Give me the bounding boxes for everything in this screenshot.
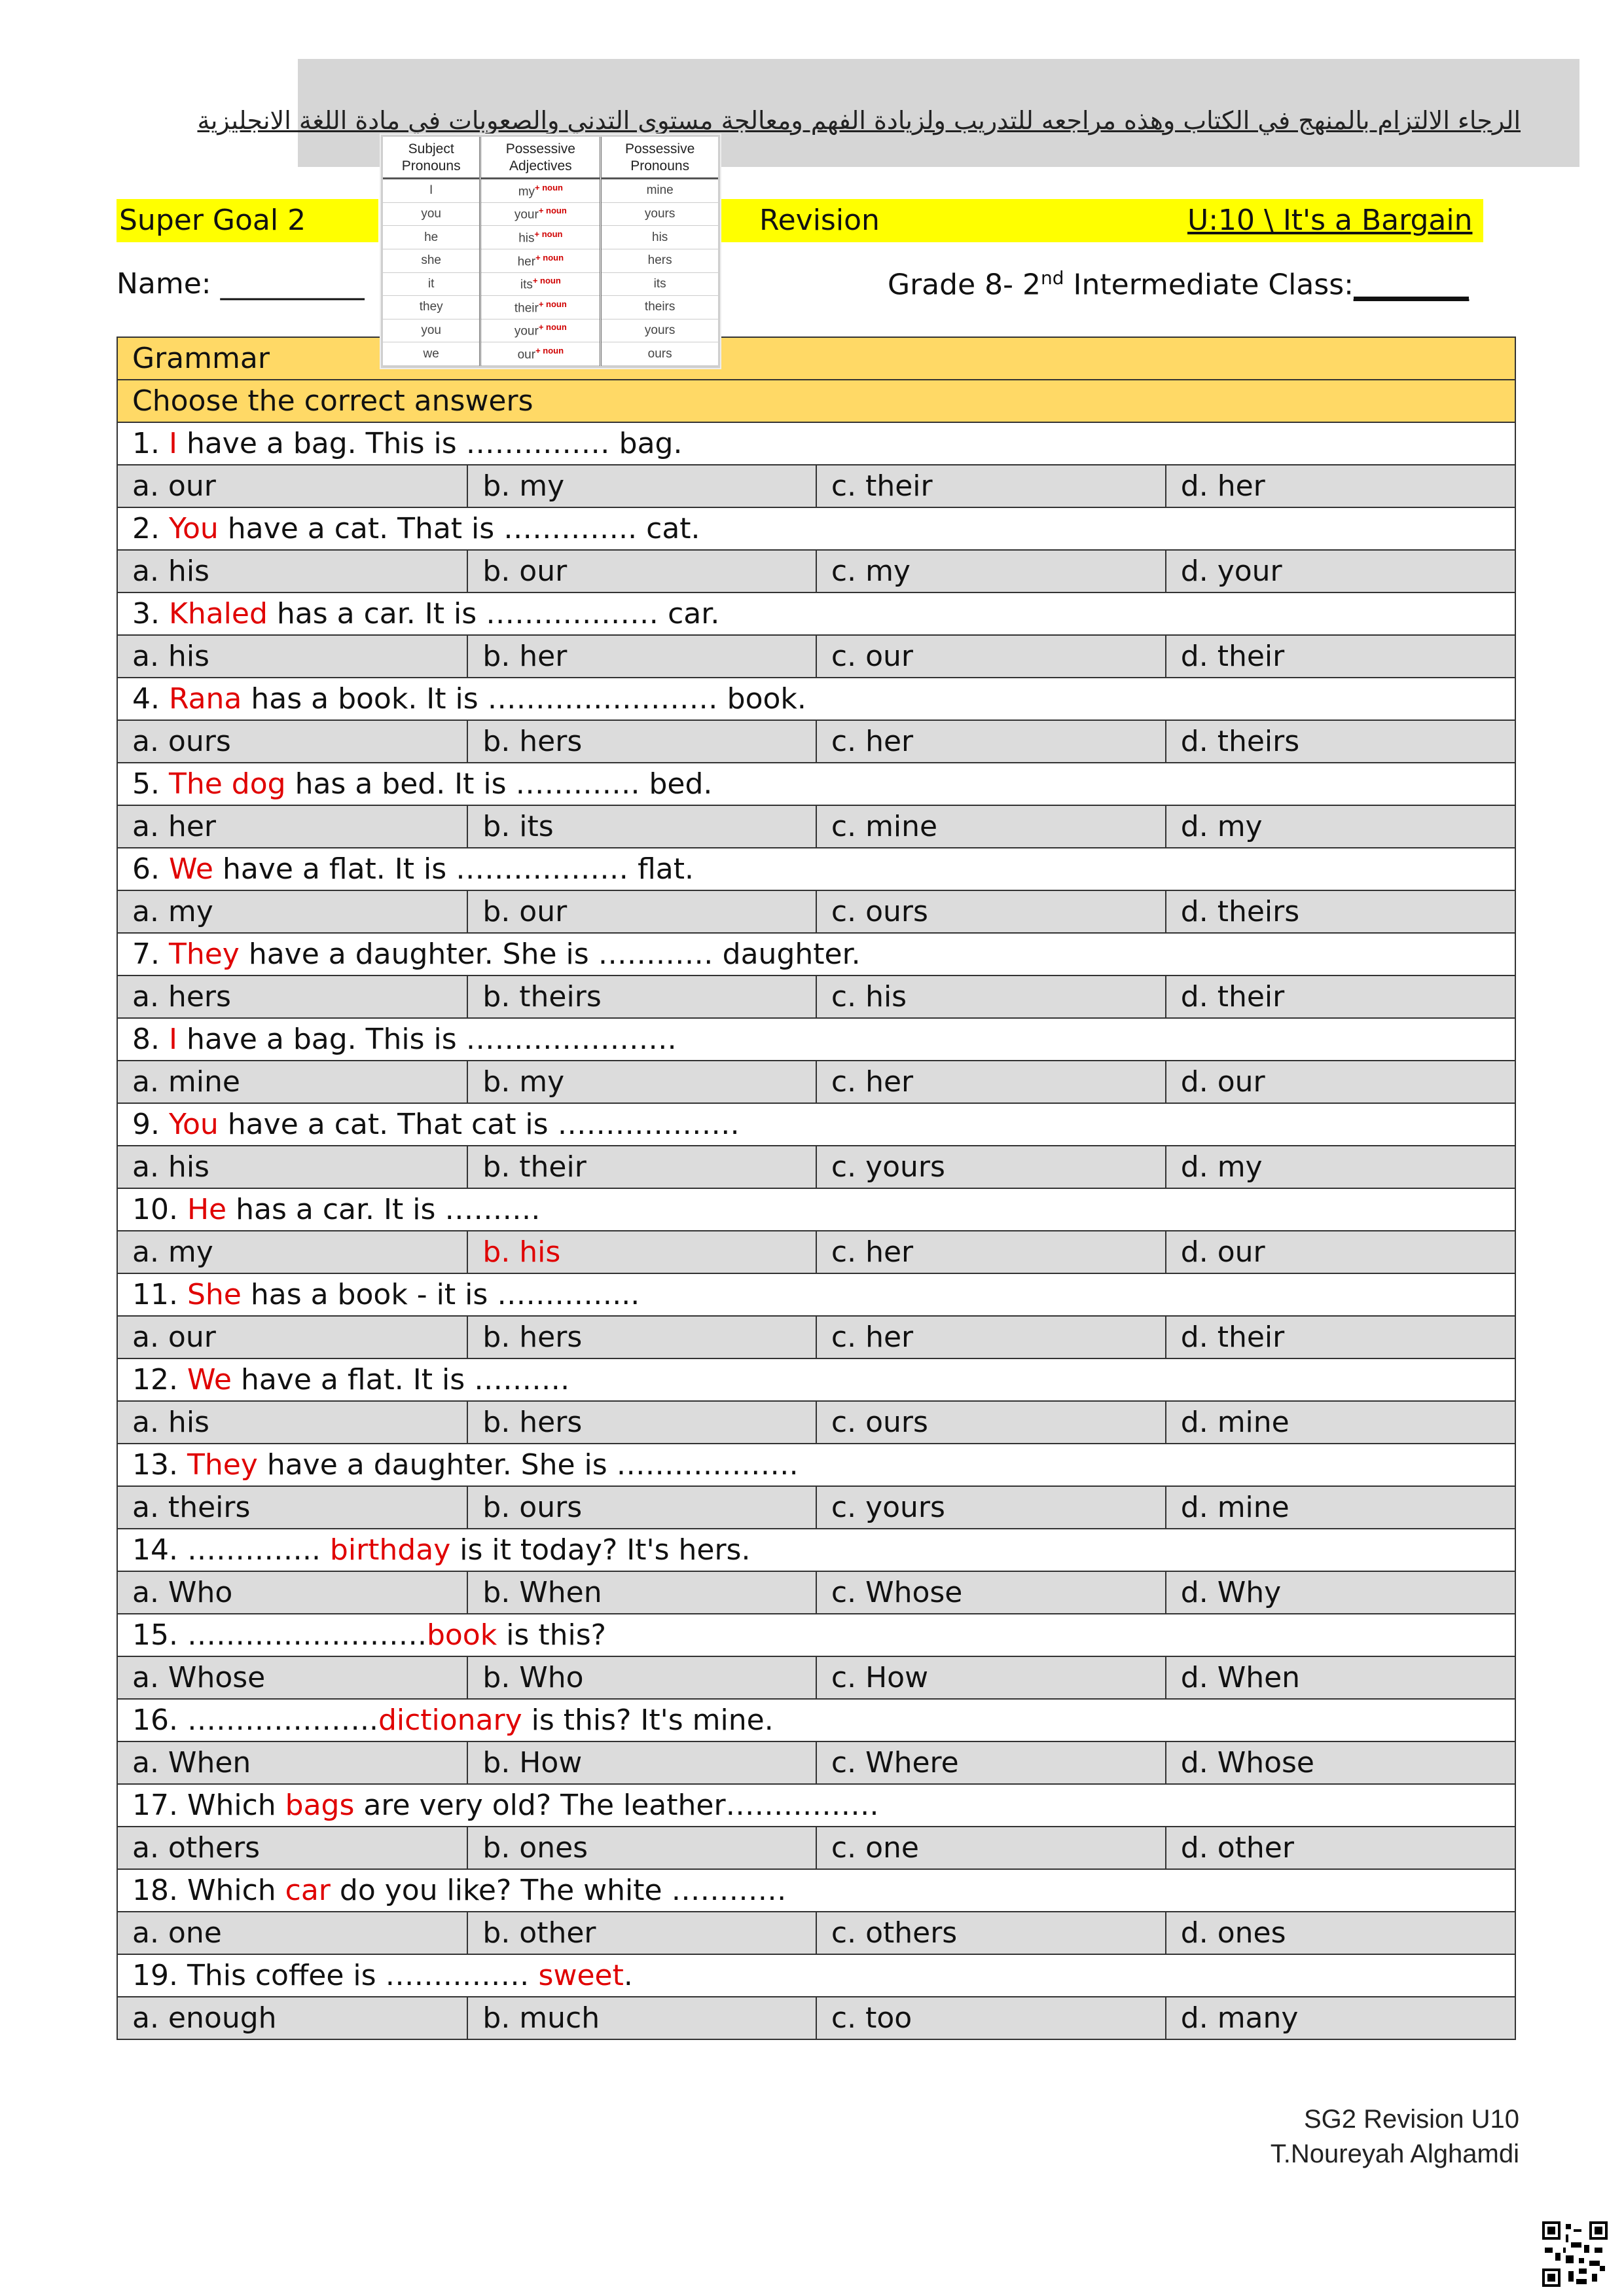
question-18-option-a[interactable]: a. one [117, 1912, 467, 1954]
pronoun-cell: our$^{+ noun}$ [480, 342, 601, 366]
pronoun-cell: his [601, 226, 718, 249]
question-19-option-c[interactable]: c. too [816, 1997, 1166, 2039]
question-1-option-d[interactable]: d. her [1166, 465, 1515, 507]
pronoun-header-2: Possessive Pronouns [601, 137, 718, 179]
question-2-option-c[interactable]: c. my [816, 550, 1166, 592]
question-7-option-c[interactable]: c. his [816, 975, 1166, 1018]
footer-author: T.Noureyah Alghamdi [1270, 2140, 1519, 2168]
plus-noun-note: + noun [535, 252, 564, 263]
pronoun-cell: you [383, 202, 480, 226]
revision-label: Revision [759, 204, 880, 237]
pronoun-header-0: Subject Pronouns [383, 137, 480, 179]
plus-noun-note: + noun [538, 299, 567, 309]
plus-noun-note: + noun [534, 229, 563, 239]
question-9-option-b[interactable]: b. their [467, 1146, 816, 1188]
question-16-option-d[interactable]: d. Whose [1166, 1741, 1515, 1784]
pronoun-cell: hers [601, 249, 718, 272]
question-12-option-c[interactable]: c. ours [816, 1401, 1166, 1444]
question-5-option-a[interactable]: a. her [117, 805, 467, 848]
question-8-option-a[interactable]: a. mine [117, 1061, 467, 1103]
question-2-option-b[interactable]: b. our [467, 550, 816, 592]
pronoun-cell: $my^{+ noun}$ [480, 179, 601, 203]
question-17-option-a[interactable]: a. others [117, 1827, 467, 1869]
question-7-option-a[interactable]: a. hers [117, 975, 467, 1018]
quiz-table [117, 337, 1516, 2040]
question-17-option-d[interactable]: d. other [1166, 1827, 1515, 1869]
pronoun-cell: he [383, 226, 480, 249]
question-4-option-d[interactable]: d. theirs [1166, 720, 1515, 763]
question-4: 4. Rana has a book. It is …………………… book. [117, 678, 1515, 720]
question-5-option-b[interactable]: b. its [467, 805, 816, 848]
question-13-option-a[interactable]: a. theirs [117, 1486, 467, 1529]
question-15-option-a[interactable]: a. Whose [117, 1656, 467, 1699]
question-3-option-a[interactable]: a. his [117, 635, 467, 678]
question-2-option-d[interactable]: d. your [1166, 550, 1515, 592]
question-13-option-b[interactable]: b. ours [467, 1486, 816, 1529]
question-10-option-b[interactable]: b. his [467, 1231, 816, 1273]
pronoun-cell: it [383, 272, 480, 296]
question-17: 17. Which bags are very old? The leather……………. [117, 1784, 1515, 1827]
question-14: 14. ………….. birthday is it today? It's hers. [117, 1529, 1515, 1571]
pronoun-cell: they [383, 296, 480, 319]
question-3-option-d[interactable]: d. their [1166, 635, 1515, 678]
question-11-option-c[interactable]: c. her [816, 1316, 1166, 1358]
question-3: 3. Khaled has a car. It is ……………… car. [117, 592, 1515, 635]
pronoun-reference-table [381, 135, 720, 368]
question-16-option-a[interactable]: a. When [117, 1741, 467, 1784]
name-field[interactable]: Name: __________ [117, 267, 365, 301]
question-19-option-b[interactable]: b. much [467, 1997, 816, 2039]
question-13-option-c[interactable]: c. yours [816, 1486, 1166, 1529]
pronoun-cell: I [383, 179, 480, 203]
question-12-option-b[interactable]: b. hers [467, 1401, 816, 1444]
question-16: 16. ………………..dictionary is this? It's mine. [117, 1699, 1515, 1741]
question-4-option-b[interactable]: b. hers [467, 720, 816, 763]
question-18-option-b[interactable]: b. other [467, 1912, 816, 1954]
question-1-option-c[interactable]: c. their [816, 465, 1166, 507]
question-6-option-c[interactable]: c. ours [816, 890, 1166, 933]
question-18-option-c[interactable]: c. others [816, 1912, 1166, 1954]
question-10: 10. He has a car. It is ………. [117, 1188, 1515, 1231]
question-16-option-b[interactable]: b. How [467, 1741, 816, 1784]
question-11: 11. She has a book - it is …………... [117, 1273, 1515, 1316]
question-15-option-d[interactable]: d. When [1166, 1656, 1515, 1699]
question-17-option-c[interactable]: c. one [816, 1827, 1166, 1869]
section-instruction: Choose the correct answers [117, 380, 1515, 422]
pronoun-cell: its$^{+ noun}$ [480, 272, 601, 296]
question-12-option-a[interactable]: a. his [117, 1401, 467, 1444]
question-1-option-a[interactable]: a. our [117, 465, 467, 507]
question-8-option-d[interactable]: d. our [1166, 1061, 1515, 1103]
question-11-option-a[interactable]: a. our [117, 1316, 467, 1358]
question-10-option-d[interactable]: d. our [1166, 1231, 1515, 1273]
question-13: 13. They have a daughter. She is ………………. [117, 1444, 1515, 1486]
plus-noun-note: + noun [535, 182, 563, 192]
question-19-option-a[interactable]: a. enough [117, 1997, 467, 2039]
pronoun-cell: theirs [601, 296, 718, 319]
plus-noun-note: + noun [538, 206, 567, 216]
question-15-option-c[interactable]: c. How [816, 1656, 1166, 1699]
question-8: 8. I have a bag. This is …………………. [117, 1018, 1515, 1061]
question-1-option-b[interactable]: b. my [467, 465, 816, 507]
pronoun-cell: mine [601, 179, 718, 203]
question-12-option-d[interactable]: d. mine [1166, 1401, 1515, 1444]
revision-bar [716, 199, 1483, 242]
pronoun-cell: his$^{+ noun}$ [480, 226, 601, 249]
question-19: 19. This coffee is …………… sweet. [117, 1954, 1515, 1997]
plus-noun-note: + noun [535, 346, 564, 355]
question-7-option-d[interactable]: d. their [1166, 975, 1515, 1018]
question-6: 6. We have a flat. It is ……………… flat. [117, 848, 1515, 890]
question-19-option-d[interactable]: d. many [1166, 1997, 1515, 2039]
question-5-option-d[interactable]: d. my [1166, 805, 1515, 848]
pronoun-cell: she [383, 249, 480, 272]
question-6-option-a[interactable]: a. my [117, 890, 467, 933]
question-9-option-a[interactable]: a. his [117, 1146, 467, 1188]
question-4-option-c[interactable]: c. her [816, 720, 1166, 763]
pronoun-cell: her$^{+ noun}$ [480, 249, 601, 272]
question-17-option-b[interactable]: b. ones [467, 1827, 816, 1869]
pronoun-cell: ours [601, 342, 718, 366]
question-10-option-a[interactable]: a. my [117, 1231, 467, 1273]
plus-noun-note: + noun [532, 276, 561, 286]
question-15: 15. …………………….book is this? [117, 1614, 1515, 1656]
question-8-option-b[interactable]: b. my [467, 1061, 816, 1103]
question-6-option-d[interactable]: d. theirs [1166, 890, 1515, 933]
question-5: 5. The dog has a bed. It is …………. bed. [117, 763, 1515, 805]
unit-title: U:10 \ It's a Bargain [1187, 204, 1473, 237]
question-9-option-c[interactable]: c. yours [816, 1146, 1166, 1188]
question-18-option-d[interactable]: d. ones [1166, 1912, 1515, 1954]
question-13-option-d[interactable]: d. mine [1166, 1486, 1515, 1529]
question-8-option-c[interactable]: c. her [816, 1061, 1166, 1103]
pronoun-cell: we [383, 342, 480, 366]
footer-title: SG2 Revision U10 [1303, 2105, 1519, 2134]
pronoun-cell: its [601, 272, 718, 296]
question-11-option-b[interactable]: b. hers [467, 1316, 816, 1358]
question-1: 1. I have a bag. This is …………… bag. [117, 422, 1515, 465]
question-7-option-b[interactable]: b. theirs [467, 975, 816, 1018]
question-3-option-b[interactable]: b. her [467, 635, 816, 678]
pronoun-cell: yours [601, 202, 718, 226]
book-title: Super Goal 2 [117, 199, 378, 242]
question-7: 7. They have a daughter. She is ………… daughter. [117, 933, 1515, 975]
question-10-option-c[interactable]: c. her [816, 1231, 1166, 1273]
question-4-option-a[interactable]: a. ours [117, 720, 467, 763]
question-14-option-c[interactable]: c. Whose [816, 1571, 1166, 1614]
pronoun-cell: your$^{+ noun}$ [480, 202, 601, 226]
question-14-option-d[interactable]: d. Why [1166, 1571, 1515, 1614]
question-5-option-c[interactable]: c. mine [816, 805, 1166, 848]
class-field[interactable]: ________ [1353, 268, 1469, 302]
pronoun-cell: yours [601, 319, 718, 342]
arabic-instruction: الرجاء الالتزام بالمنهج في الكتاب وهذه مراجعه للتدريب ولزيادة الفهم ومعالجة مستوى التدني والصعوبات في مادة اللغة الانجليزية [197, 106, 1521, 135]
pronoun-cell: their$^{+ noun}$ [480, 296, 601, 319]
question-6-option-b[interactable]: b. our [467, 890, 816, 933]
section-title: Grammar [117, 337, 1515, 380]
plus-noun-note: + noun [538, 322, 567, 333]
question-2-option-a[interactable]: a. his [117, 550, 467, 592]
question-16-option-c[interactable]: c. Where [816, 1741, 1166, 1784]
question-9-option-d[interactable]: d. my [1166, 1146, 1515, 1188]
question-18: 18. Which car do you like? The white ………… [117, 1869, 1515, 1912]
question-9: 9. You have a cat. That cat is ………………. [117, 1103, 1515, 1146]
question-2: 2. You have a cat. That is ………….. cat. [117, 507, 1515, 550]
question-3-option-c[interactable]: c. our [816, 635, 1166, 678]
pronoun-cell: your$^{+ noun}$ [480, 319, 601, 342]
grade-class: Grade 8- 2nd Intermediate Class:________ [888, 267, 1469, 302]
question-14-option-a[interactable]: a. Who [117, 1571, 467, 1614]
qr-code-icon [1542, 2221, 1608, 2287]
question-14-option-b[interactable]: b. When [467, 1571, 816, 1614]
question-12: 12. We have a flat. It is ………. [117, 1358, 1515, 1401]
question-15-option-b[interactable]: b. Who [467, 1656, 816, 1699]
question-11-option-d[interactable]: d. their [1166, 1316, 1515, 1358]
pronoun-cell: you [383, 319, 480, 342]
pronoun-header-1: Possessive Adjectives [480, 137, 601, 179]
